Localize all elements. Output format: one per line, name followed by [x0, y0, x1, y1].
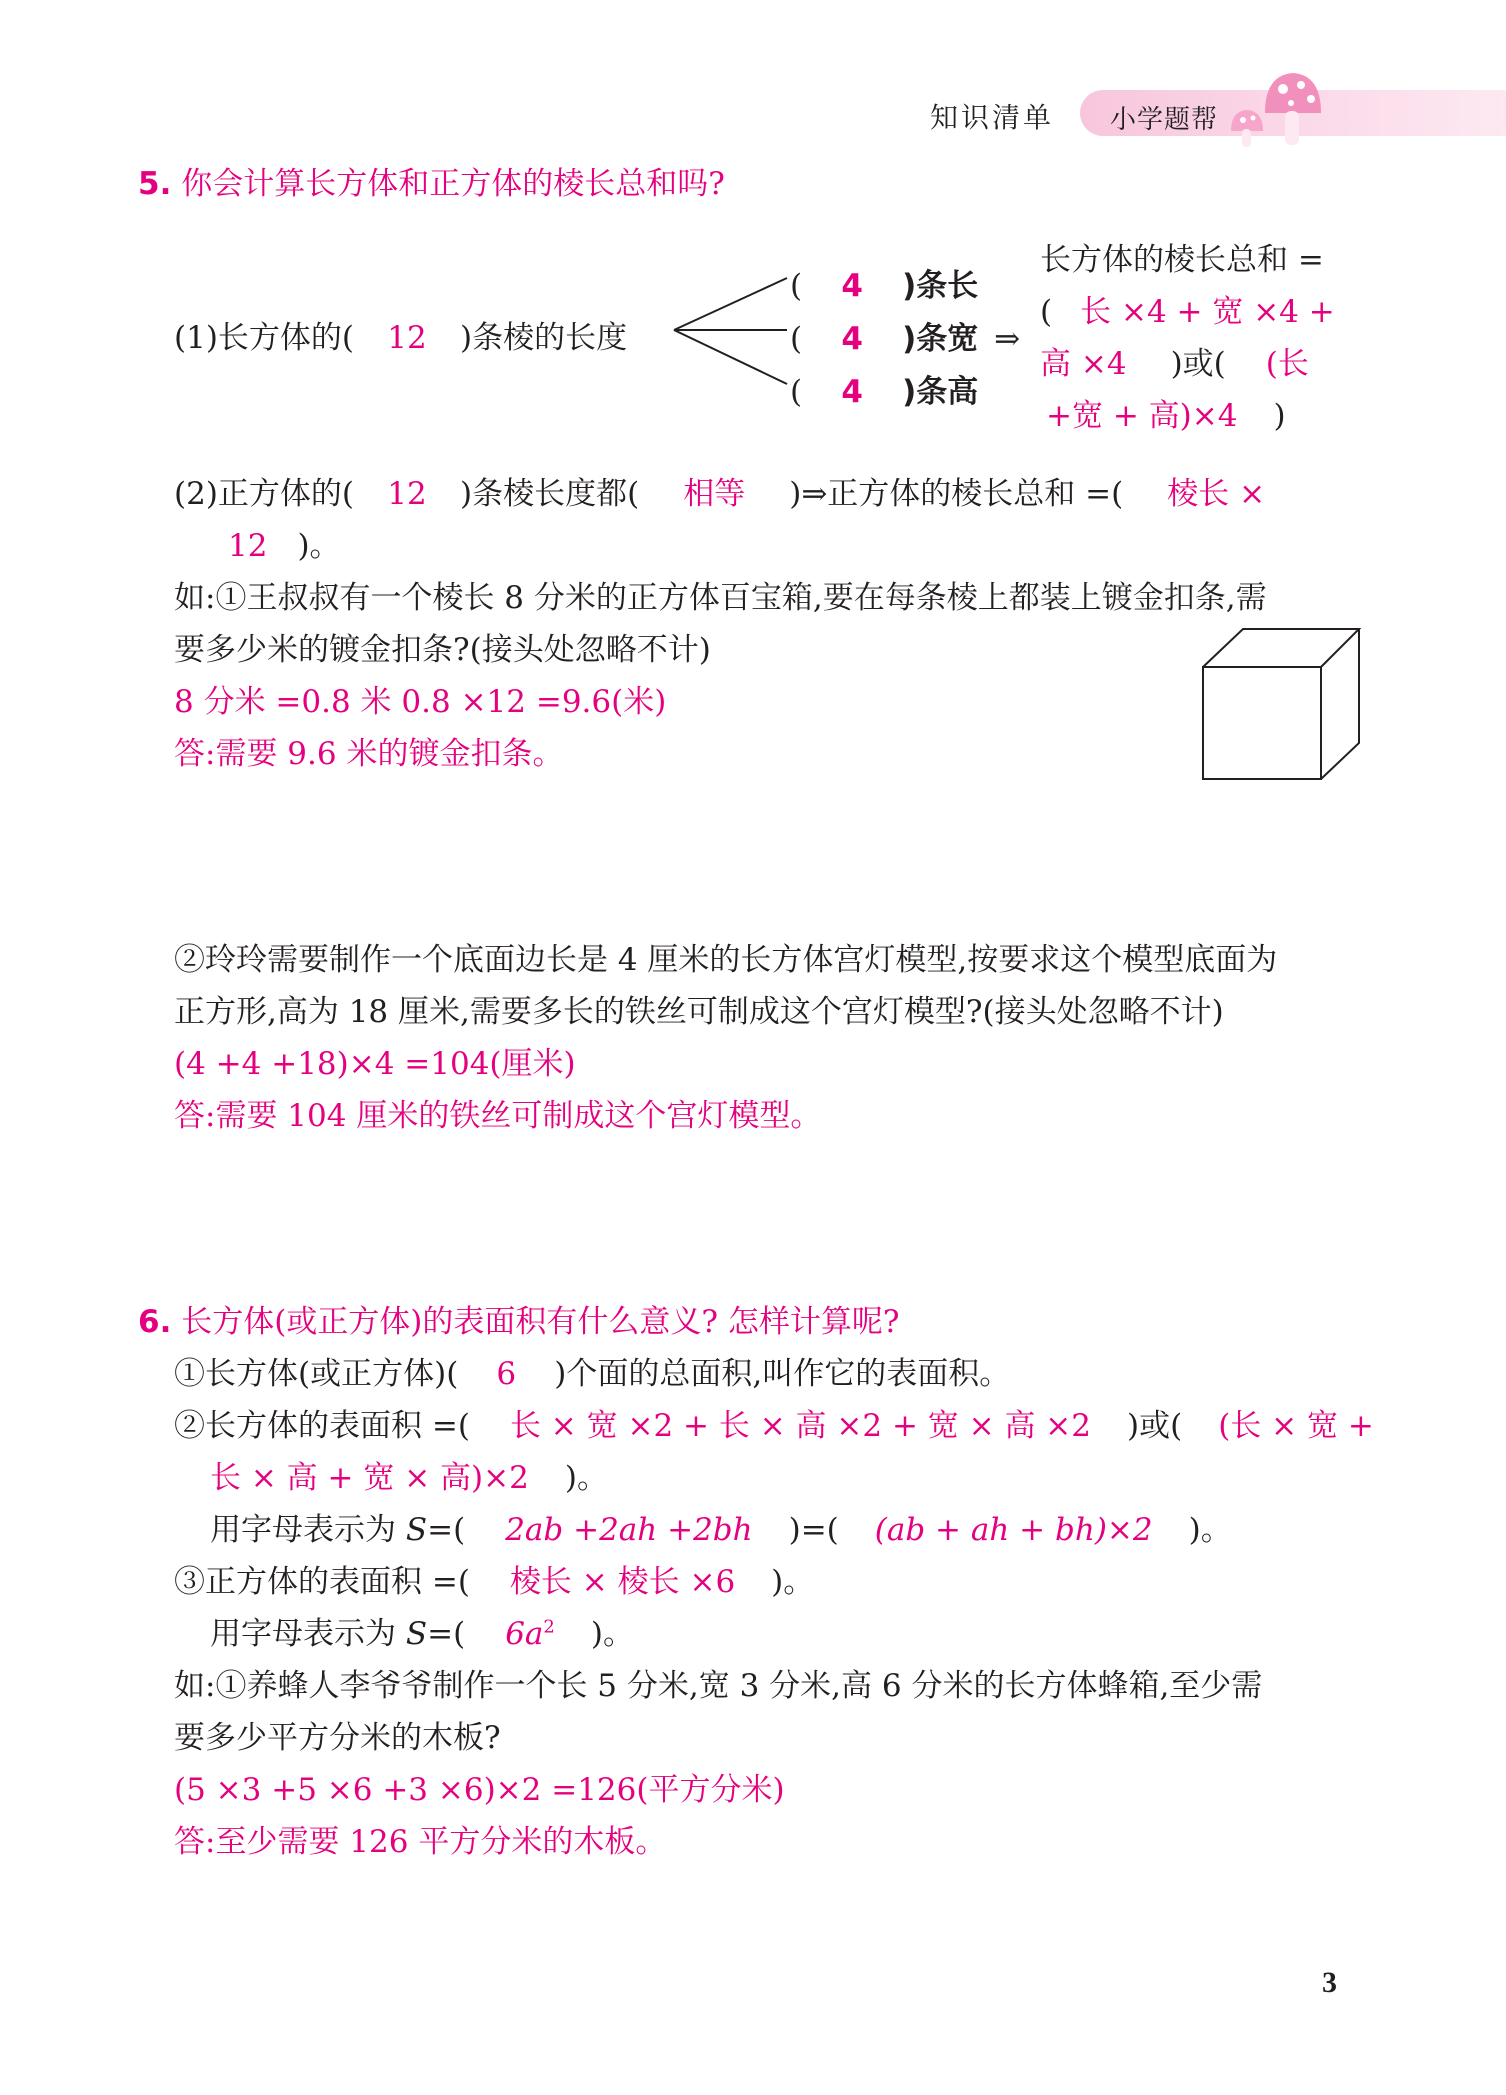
cube-diagram	[1195, 625, 1365, 785]
s6-l5-pre: ③正方体的表面积 =(	[174, 1564, 470, 1600]
s6-l4-end: )。	[1188, 1512, 1232, 1548]
header-right-title: 小学题帮	[1110, 105, 1219, 135]
or-text: )或(	[1127, 1408, 1183, 1444]
paren: (	[790, 374, 803, 410]
s6-line5	[174, 1556, 814, 1601]
s5-p2-line1	[174, 468, 1265, 513]
s6-l3-answer: 长 × 高 + 宽 × 高)×2	[210, 1460, 529, 1496]
section6-title-text: 长方体(或正方体)的表面积有什么意义? 怎样计算呢?	[181, 1304, 900, 1340]
s5-sum-line3	[1046, 390, 1286, 435]
s5-sum-answer-part2: 高 ×4	[1040, 346, 1127, 382]
s6-l2-answer: 长 × 宽 ×2 + 长 × 高 ×2 + 宽 × 高 ×2	[509, 1408, 1092, 1444]
section5-title	[138, 158, 725, 203]
s6-l4-S: S	[405, 1512, 428, 1548]
s6-l4-answer2: (ab + ah + bh)×2	[874, 1512, 1153, 1548]
s5-p2-sum-answer-part1: 棱长 ×	[1167, 476, 1266, 512]
s5-p1-height-row	[790, 366, 978, 411]
page-number: 3	[1322, 1966, 1337, 1999]
s5-p1-count-answer: 12	[387, 320, 427, 356]
s6-l4-mid: )=(	[788, 1512, 839, 1548]
mushroom-logo-icon	[1225, 55, 1345, 155]
s6-l4-pre: 用字母表示为	[210, 1512, 396, 1548]
s6-l6-answer-base: 6a	[505, 1616, 544, 1652]
s6-line4	[210, 1504, 1232, 1549]
branch-lines	[672, 270, 790, 390]
s5-sum-line2	[1040, 338, 1309, 383]
s5-ex1-answer-calc: 8 分米 =0.8 米 0.8 ×12 =9.6(米)	[174, 684, 667, 720]
s5-ex2-line1: ②玲玲需要制作一个底面边长是 4 厘米的长方体宫灯模型,按要求这个模型底面为	[174, 942, 1278, 978]
s6-l5-end: )。	[771, 1564, 815, 1600]
s5-sum-line1	[1040, 286, 1335, 331]
section5-number: 5.	[138, 166, 172, 202]
s6-l6-end: )。	[590, 1616, 634, 1652]
s6-line2	[174, 1400, 1374, 1445]
s6-l1-post: )个面的总面积,叫作它的表面积。	[554, 1356, 1011, 1392]
s5-p2-line2	[228, 520, 341, 565]
s5-sum-answer-part1: 长 ×4 + 宽 ×4 +	[1080, 294, 1335, 330]
s6-l1-answer: 6	[496, 1356, 517, 1392]
s5-sum-answer-part4: +宽 + 高)×4	[1046, 398, 1238, 434]
s6-l4-eq: =(	[427, 1512, 466, 1548]
s5-p2-end: )。	[297, 528, 341, 564]
paren: (	[1040, 294, 1053, 330]
s5-p2-count-answer: 12	[387, 476, 427, 512]
s5-p1-main	[174, 312, 627, 357]
section6-number: 6.	[138, 1304, 172, 1340]
s5-ex1-line1: 如:①王叔叔有一个棱长 8 分米的正方体百宝箱,要在每条棱上都装上镀金扣条,需	[174, 580, 1267, 616]
s6-l5-answer: 棱长 × 棱长 ×6	[509, 1564, 736, 1600]
s6-ex-line1: 如:①养蜂人李爷爷制作一个长 5 分米,宽 3 分米,高 6 分米的长方体蜂箱,至少需	[174, 1668, 1263, 1704]
section6-title	[138, 1296, 900, 1341]
s5-length-label: )条长	[902, 268, 979, 304]
s5-p2-sum-answer-part2: 12	[228, 528, 268, 564]
s5-p1-mid: )条棱的长度	[460, 320, 628, 356]
s5-width-count-answer: 4	[841, 321, 863, 357]
s5-p1-width-row	[790, 313, 1020, 358]
paren: (	[790, 321, 803, 357]
s6-l6-eq: =(	[427, 1616, 466, 1652]
s5-ex2-answer-text: 答:需要 104 厘米的铁丝可制成这个宫灯模型。	[174, 1098, 822, 1134]
s6-line3	[210, 1452, 608, 1497]
section5-title-text: 你会计算长方体和正方体的棱长总和吗?	[181, 166, 725, 202]
s6-l1-pre: ①长方体(或正方体)(	[174, 1356, 459, 1392]
paren: (	[790, 268, 803, 304]
s6-ex-answer-calc: (5 ×3 +5 ×6 +3 ×6)×2 =126(平方分米)	[174, 1772, 785, 1808]
s5-ex1-line2: 要多少米的镀金扣条?(接头处忽略不计)	[174, 632, 711, 668]
s5-sum-label: 长方体的棱长总和 =	[1040, 242, 1324, 278]
s5-ex2-line2: 正方形,高为 18 厘米,需要多长的铁丝可制成这个宫灯模型?(接头处忽略不计)	[174, 994, 1224, 1030]
s6-l6-S: S	[405, 1616, 428, 1652]
s5-sum-answer-part3: (长	[1265, 346, 1309, 382]
s5-length-count-answer: 4	[841, 268, 863, 304]
s6-l4-answer1: 2ab +2ah +2bh	[505, 1512, 753, 1548]
s6-ex-line2: 要多少平方分米的木板?	[174, 1720, 501, 1756]
s5-height-count-answer: 4	[841, 374, 863, 410]
s6-l6-pre: 用字母表示为	[210, 1616, 396, 1652]
paren: )	[1273, 398, 1286, 434]
s5-p1-pre: (1)长方体的(	[174, 320, 355, 356]
s6-ex-answer-text: 答:至少需要 126 平方分米的木板。	[174, 1824, 667, 1860]
s6-l6-answer-exponent: 2	[543, 1616, 555, 1638]
s5-p2-pre: (2)正方体的(	[174, 476, 355, 512]
s6-line6	[210, 1608, 634, 1653]
s5-ex2-answer-calc: (4 +4 +18)×4 =104(厘米)	[174, 1046, 576, 1082]
s6-l3-end: )。	[564, 1460, 608, 1496]
s6-l2-answer2: (长 × 宽 +	[1218, 1408, 1374, 1444]
or-text: )或(	[1170, 346, 1226, 382]
s5-ex1-answer-text: 答:需要 9.6 米的镀金扣条。	[174, 736, 564, 772]
s5-p2-mid: )条棱长度都(	[460, 476, 640, 512]
s6-l2-pre: ②长方体的表面积 =(	[174, 1408, 470, 1444]
s5-p2-same-answer: 相等	[683, 476, 746, 512]
header-left-title: 知识清单	[930, 101, 1055, 134]
s6-line1	[174, 1348, 1010, 1393]
s5-height-label: )条高	[902, 374, 979, 410]
s5-p2-post: )⇒正方体的棱长总和 =(	[789, 476, 1124, 512]
s5-width-label: )条宽	[902, 321, 979, 357]
implies-arrow: ⇒	[994, 321, 1021, 357]
s5-p1-length-row	[790, 260, 978, 305]
